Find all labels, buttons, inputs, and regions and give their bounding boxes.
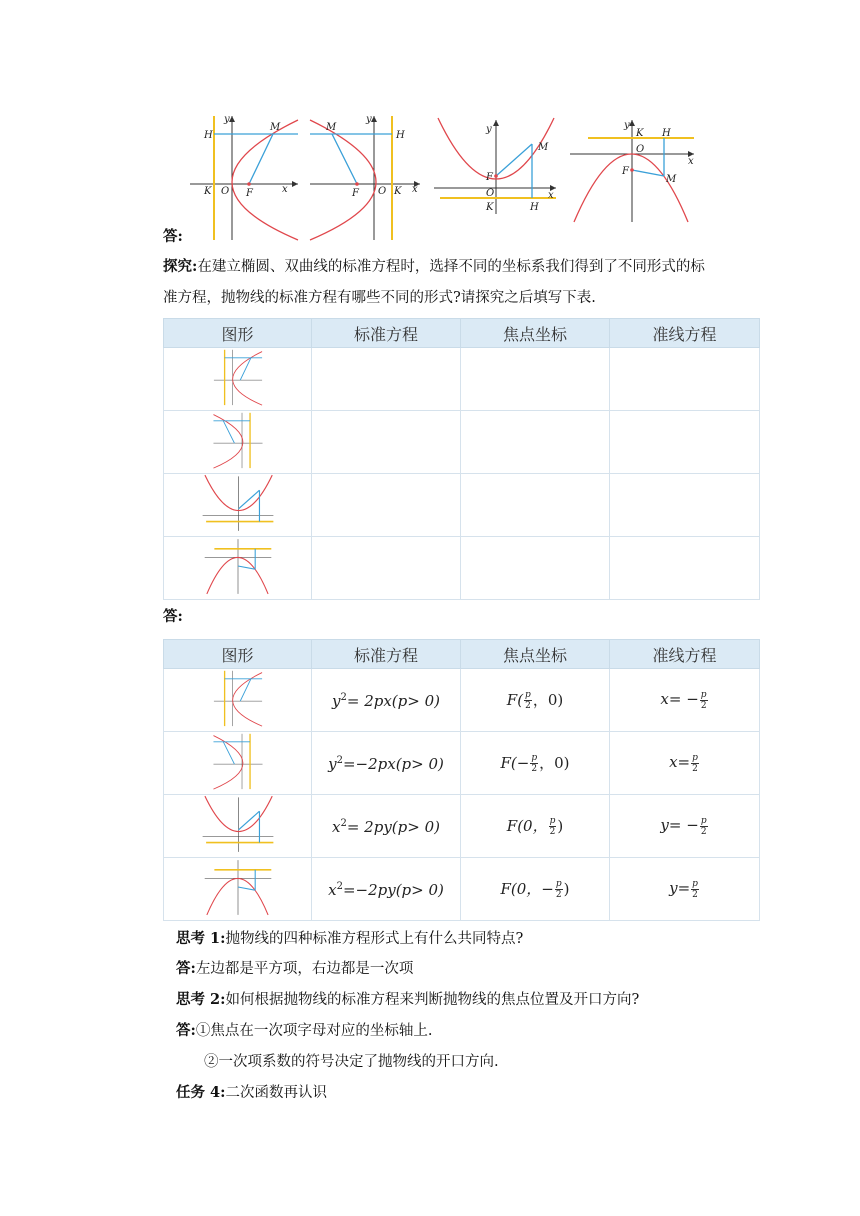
- directrix-cell[interactable]: [610, 348, 760, 411]
- think2-line: [176, 990, 639, 1010]
- header-focus: 焦点坐标: [461, 640, 610, 669]
- origin-label: O: [221, 186, 230, 197]
- focus-cell[interactable]: [461, 474, 610, 537]
- task4-text: 二次函数再认识: [225, 1085, 327, 1101]
- table-row: [164, 348, 760, 411]
- equation-cell[interactable]: [312, 348, 461, 411]
- answer-label-1: 答:: [163, 228, 183, 245]
- point-f-label: F: [486, 172, 493, 183]
- task4-line: [176, 1083, 327, 1103]
- mini-figure-down: [164, 537, 312, 600]
- mini-figure-up: [164, 795, 312, 858]
- think2-text: 如何根据抛物线的标准方程来判断抛物线的焦点位置及开口方向?: [225, 992, 640, 1008]
- header-focus: 焦点坐标: [461, 319, 610, 348]
- answer3-line: [176, 959, 413, 979]
- x-axis-label: x: [412, 184, 418, 195]
- x-axis-label: x: [282, 184, 288, 195]
- think2-label: 思考 2:: [176, 991, 226, 1008]
- answer4-line1: [176, 1021, 432, 1041]
- mini-figure-left: [164, 411, 312, 474]
- figure-parabola-left: [306, 112, 424, 242]
- directrix-cell: y= $\frac{p}{2}$: [610, 858, 760, 921]
- table-header-row: [164, 640, 760, 669]
- y-axis-label: y: [224, 114, 230, 125]
- table-row: [164, 474, 760, 537]
- task4-label: 任务 4:: [176, 1084, 226, 1101]
- focus-cell[interactable]: [461, 411, 610, 474]
- equation-cell[interactable]: [312, 474, 461, 537]
- equation-cell[interactable]: [312, 537, 461, 600]
- y-axis-label: y: [366, 114, 372, 125]
- focus-cell[interactable]: [461, 537, 610, 600]
- y-axis-label: y: [486, 124, 492, 135]
- header-figure: 图形: [164, 319, 312, 348]
- table-row: [164, 537, 760, 600]
- point-m-label: M: [326, 122, 337, 133]
- equation-cell: $y^2= 2px(p> 0)$: [312, 669, 461, 732]
- explore-paragraph-line2: 准方程，抛物线的标准方程有哪些不同的形式?请探究之后填写下表.: [163, 290, 596, 306]
- answer4-line2: ②一次项系数的符号决定了抛物线的开口方向.: [204, 1054, 499, 1070]
- answer3-text: 左边都是平方项，右边都是一次项: [195, 961, 414, 977]
- mini-figure-right: [164, 669, 312, 732]
- table-row: [164, 795, 760, 858]
- point-m-label: M: [270, 122, 281, 133]
- mini-figure-down: [164, 858, 312, 921]
- mini-figure-left: [164, 732, 312, 795]
- think1-label: 思考 1:: [176, 930, 226, 947]
- origin-label: O: [486, 188, 495, 199]
- explore-label: 探究:: [163, 258, 198, 275]
- point-f-label: F: [246, 188, 253, 199]
- mini-figure-right: [164, 348, 312, 411]
- point-f-label: F: [352, 188, 359, 199]
- focus-cell: F(0，− $\frac{p}{2}$ ): [461, 858, 610, 921]
- answer3-label: 答:: [176, 960, 196, 977]
- header-directrix: 准线方程: [610, 640, 760, 669]
- origin-label: O: [636, 144, 645, 155]
- table-row: [164, 669, 760, 732]
- equation-cell: $x^2=-2py(p> 0)$: [312, 858, 461, 921]
- table-header-row: [164, 319, 760, 348]
- equation-cell[interactable]: [312, 411, 461, 474]
- x-axis-label: x: [688, 156, 694, 167]
- think1-text: 抛物线的四种标准方程形式上有什么共同特点?: [225, 931, 524, 947]
- answer4-label: 答:: [176, 1022, 196, 1039]
- table-row: [164, 732, 760, 795]
- explore-text-line1: 在建立椭圆、双曲线的标准方程时，选择不同的坐标系我们得到了不同形式的标: [197, 259, 705, 275]
- explore-paragraph-line1: [163, 257, 705, 277]
- equation-cell: $x^2= 2py(p> 0)$: [312, 795, 461, 858]
- point-m-label: M: [538, 142, 549, 153]
- point-f-label: F: [622, 166, 629, 177]
- blank-table: [163, 318, 760, 600]
- point-h-label: H: [204, 130, 213, 141]
- figure-parabola-right: [186, 112, 302, 242]
- directrix-cell: x= − $\frac{p}{2}$: [610, 669, 760, 732]
- figure-parabola-down: [566, 116, 698, 224]
- think1-line: [176, 929, 523, 949]
- focus-cell: F( $\frac{p}{2}$ ，0): [461, 669, 610, 732]
- answer4-point1: ①焦点在一次项字母对应的坐标轴上.: [195, 1023, 433, 1039]
- directrix-cell: x= $\frac{p}{2}$: [610, 732, 760, 795]
- focus-cell[interactable]: [461, 348, 610, 411]
- point-h-label: H: [530, 202, 539, 213]
- point-k-label: K: [204, 186, 212, 197]
- table-row: [164, 411, 760, 474]
- directrix-cell[interactable]: [610, 537, 760, 600]
- answer-table: [163, 639, 760, 921]
- header-figure: 图形: [164, 640, 312, 669]
- point-h-label: H: [662, 128, 671, 139]
- point-k-label: K: [394, 186, 402, 197]
- header-directrix: 准线方程: [610, 319, 760, 348]
- equation-cell: $y^2=-2px(p> 0)$: [312, 732, 461, 795]
- focus-cell: F(0， $\frac{p}{2}$ ): [461, 795, 610, 858]
- mini-figure-up: [164, 474, 312, 537]
- point-k-label: K: [636, 128, 644, 139]
- y-axis-label: y: [624, 120, 630, 131]
- table-row: [164, 858, 760, 921]
- answer-label-2: 答:: [163, 608, 183, 625]
- point-h-label: H: [396, 130, 405, 141]
- point-k-label: K: [486, 202, 494, 213]
- point-m-label: M: [666, 174, 677, 185]
- header-equation: 标准方程: [312, 319, 461, 348]
- focus-cell: F(− $\frac{p}{2}$ ，0): [461, 732, 610, 795]
- directrix-cell: y= − $\frac{p}{2}$: [610, 795, 760, 858]
- directrix-cell[interactable]: [610, 474, 760, 537]
- header-equation: 标准方程: [312, 640, 461, 669]
- x-axis-label: x: [548, 190, 554, 201]
- origin-label: O: [378, 186, 387, 197]
- directrix-cell[interactable]: [610, 411, 760, 474]
- figure-parabola-up: [430, 116, 560, 216]
